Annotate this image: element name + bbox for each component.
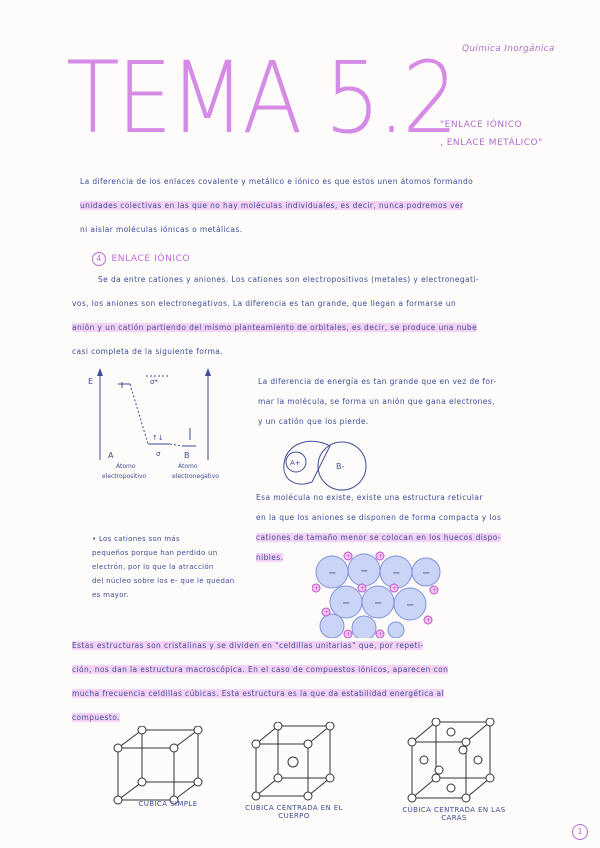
lattice-line-2: en la que los aniones se disponen de forma compacta y los xyxy=(256,513,502,522)
svg-text:−: − xyxy=(328,568,337,579)
ionic-line-3 xyxy=(72,316,562,340)
cube-body-caption-2: CUERPO xyxy=(278,812,310,820)
cube-face-caption xyxy=(384,806,524,822)
lattice-line-3-text: cationes de tamaño menor se colocan en los huecos dispo- xyxy=(256,533,501,542)
section-title: ENLACE IÓNICO xyxy=(111,254,191,264)
energy-line-3: y un catión que los pierde. xyxy=(258,417,369,426)
intro-paragraph xyxy=(80,170,560,242)
svg-text:+: + xyxy=(432,587,438,594)
note-line-3: electrón, por lo que la atracción xyxy=(92,563,214,571)
svg-text:−: − xyxy=(374,598,383,609)
intro-line-3: ni aislar moléculas iónicas o metálicas. xyxy=(80,225,243,234)
svg-text:+: + xyxy=(378,631,384,638)
subtitle-line-1: "ENLACE IÓNICO xyxy=(440,120,523,130)
svg-text:−: − xyxy=(360,566,369,577)
cube-face-centered xyxy=(406,718,506,804)
ionic-lattice xyxy=(312,550,442,638)
svg-text:+: + xyxy=(392,585,398,592)
svg-text:+: + xyxy=(426,617,432,624)
svg-text:+: + xyxy=(360,585,366,592)
page-title: TEMA 5.2 xyxy=(66,40,456,156)
structures-line-1 xyxy=(72,634,562,658)
intro-line-1: La diferencia de los enlaces covalente y metálico e iónico es que estos unen átomos formando xyxy=(80,177,474,186)
cube-face-caption-2: CARAS xyxy=(441,814,467,822)
svg-text:+: + xyxy=(324,609,330,616)
energy-axis-label: E xyxy=(88,377,94,386)
energy-arrow-left xyxy=(97,368,103,376)
sigma-star-label: σ* xyxy=(150,378,158,386)
atom-a-letter: A xyxy=(108,451,114,460)
energy-arrow-right xyxy=(205,368,211,376)
cation-note xyxy=(92,532,252,602)
atom-b-letter: B xyxy=(184,451,190,460)
structures-line-2-text: ción, nos dan la estructura macroscópica. En el caso de compuestos iónicos, aparecen con xyxy=(72,665,449,674)
atom-b-caption-1: Átomo xyxy=(178,463,198,470)
lattice-line-1: Esa molécula no existe, existe una estructura reticular xyxy=(256,493,483,502)
sigma-electrons: ↑↓ xyxy=(152,434,164,442)
sigma-label: σ xyxy=(156,450,161,458)
cube-body-caption xyxy=(224,804,364,820)
atom-a-caption-2: electropositivo xyxy=(102,473,147,480)
note-line-1: • Los cationes son más xyxy=(92,535,180,543)
subtitle-line-2: , ENLACE METÁLICO" xyxy=(440,138,543,148)
svg-text:−: − xyxy=(342,598,351,609)
lattice-line-3 xyxy=(256,528,556,548)
svg-text:+: + xyxy=(346,553,352,560)
ionic-line-4: casi completa de la siguiente forma. xyxy=(72,347,224,356)
svg-text:−: − xyxy=(422,568,431,579)
lattice-line-4-text: nibles. xyxy=(256,553,284,562)
cube-simple xyxy=(112,726,222,806)
anion-grid xyxy=(316,554,440,638)
energy-diagram xyxy=(86,366,246,486)
energy-line-1: La diferencia de energía es tan grande que en vez de for- xyxy=(258,377,497,386)
cube-body-centered xyxy=(250,722,350,802)
ionic-paragraph xyxy=(72,268,562,364)
structures-paragraph xyxy=(72,634,562,730)
cube-face-caption-1: CÚBICA CENTRADA EN LAS xyxy=(402,806,506,814)
energy-line-2: mar la molécula, se forma un anión que gana electrones, xyxy=(258,397,495,406)
ionic-line-3-text: anión y un catión partiendo del mismo planteamiento de orbitales, es decir, se produce una nube xyxy=(72,323,478,332)
ionic-line-2: vos, los aniones son electronegativos. La diferencia es tan grande, que llegan a formarse un xyxy=(72,299,457,308)
ionic-line-1: Se da entre cationes y aniones. Los cationes son electropositivos (metales) y electronegati- xyxy=(98,275,479,284)
connector-b xyxy=(170,444,182,446)
intro-line-2-text: unidades colectivas en las que no hay moléculas individuales, es decir, nunca podremos ver xyxy=(80,201,464,210)
structures-line-2 xyxy=(72,658,562,682)
note-line-2: pequeños porque han perdido un xyxy=(92,549,218,557)
connector-a xyxy=(130,384,148,444)
page-number: 1 xyxy=(572,824,588,840)
structures-line-3 xyxy=(72,682,562,706)
atom-a-caption-1: Átomo xyxy=(116,463,136,470)
structures-line-4-text: compuesto. xyxy=(72,713,120,722)
svg-text:+: + xyxy=(378,553,384,560)
svg-text:+: + xyxy=(314,585,320,592)
svg-text:+: + xyxy=(346,631,352,638)
cube-simple-caption: CÚBICA SIMPLE xyxy=(138,800,198,808)
cube-body-caption-1: CÚBICA CENTRADA EN EL xyxy=(245,804,343,812)
energy-text xyxy=(258,372,558,432)
note-line-4: del núcleo sobre los e- que le quedan xyxy=(92,577,235,585)
anion-label: B- xyxy=(336,462,345,471)
title-subtitle xyxy=(440,116,543,152)
note-line-5: es mayor. xyxy=(92,591,129,599)
section-number: 4 xyxy=(92,252,106,266)
section-heading xyxy=(92,252,190,266)
svg-text:−: − xyxy=(392,568,401,579)
svg-text:−: − xyxy=(406,600,415,611)
atom-b-caption-2: electronegativo xyxy=(172,473,219,480)
intro-line-2 xyxy=(80,194,560,218)
cation-label: A+ xyxy=(290,459,301,467)
structures-line-3-text: mucha frecuencia celdillas cúbicas. Esta estructura es la que da estabilidad energética al xyxy=(72,689,445,698)
structures-line-1-text: Estas estructuras son cristalinas y se dividen en "celdillas unitarias" que, por repeti- xyxy=(72,641,424,650)
subject-label: Química Inorgánica xyxy=(462,44,555,54)
